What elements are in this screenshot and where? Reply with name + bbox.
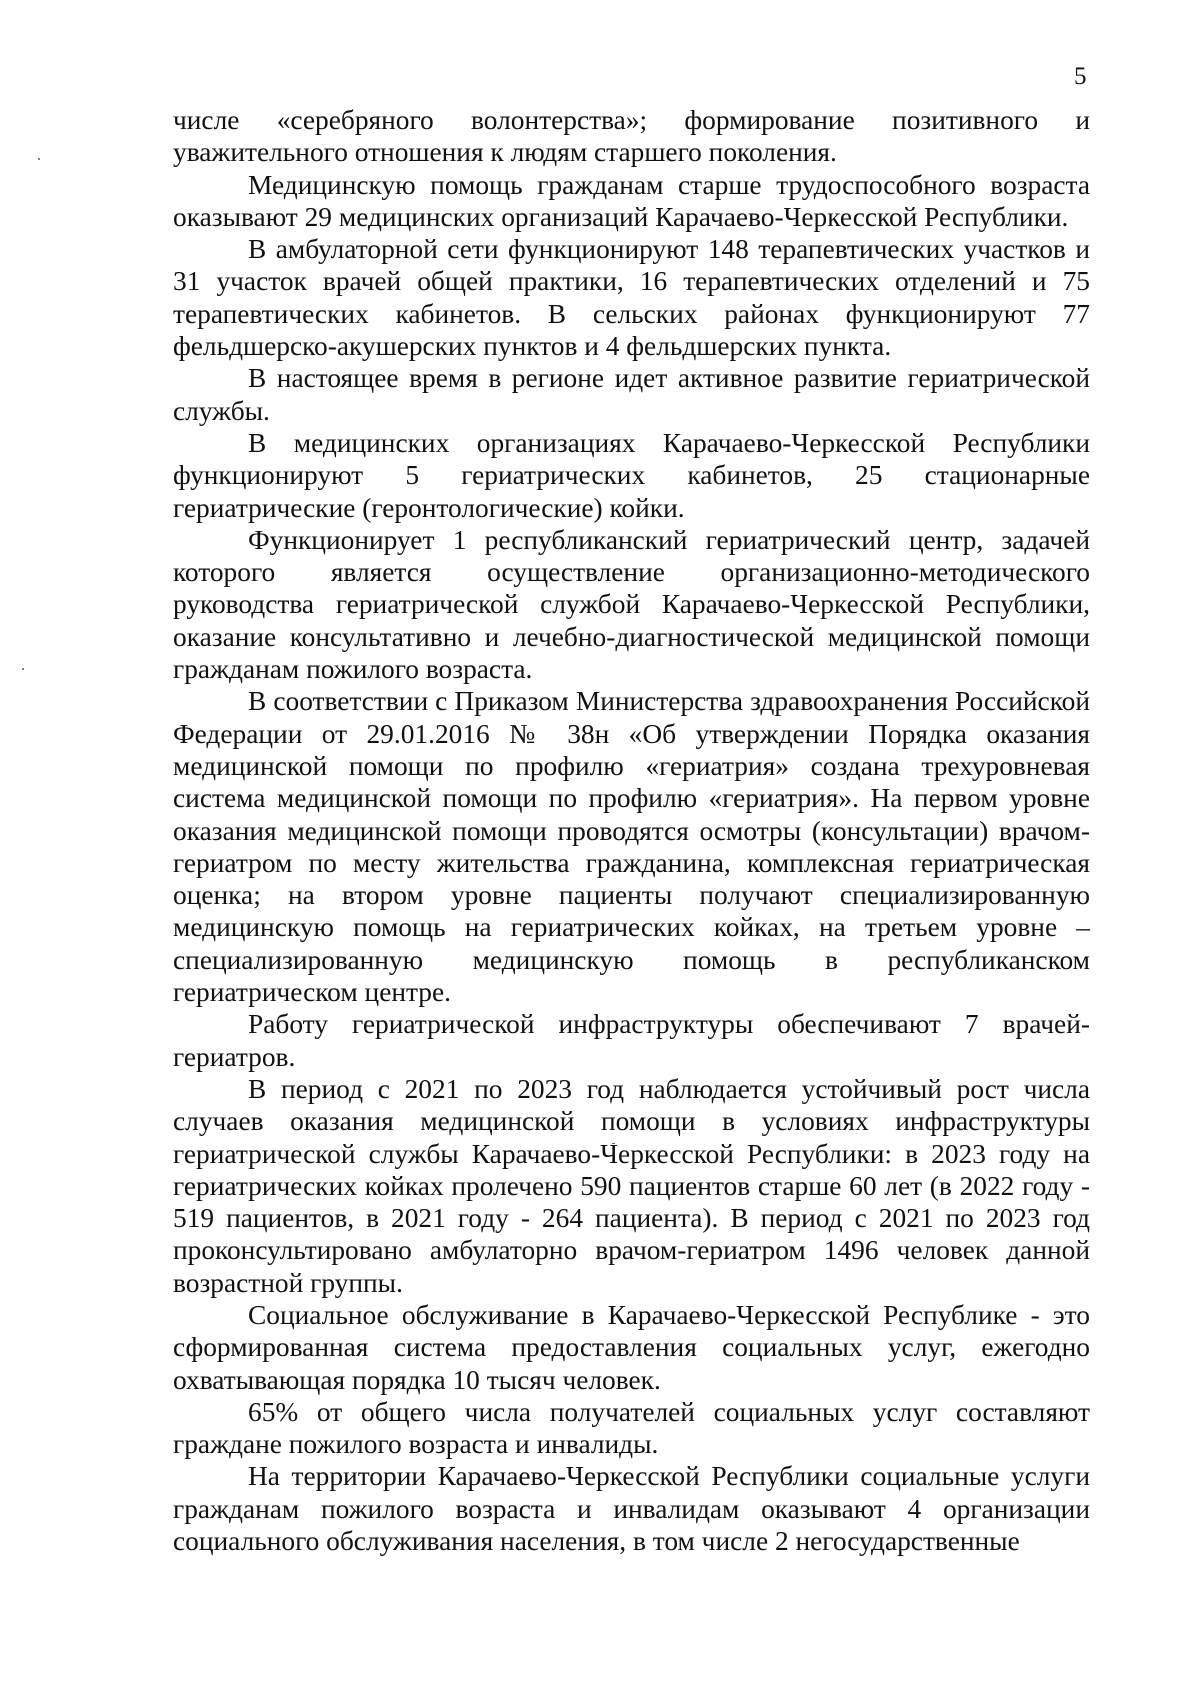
paragraph-outpatient-network: В амбулаторной сети функционируют 148 терапевтических участков и 31 участок врачей общей практики, 16 терапевтических отделений и 75 терапевтических кабинетов. В сельских районах функционируют 77 фельдшерско-акушерских пунктов и 4 фельдшерских пункта. — [173, 234, 1090, 362]
paragraph-growth-statistics: В период с 2021 по 2023 год наблюдается устойчивый рост числа случаев оказания медицинской помощи в условиях инфраструктуры гериатрической службы Карачаево-Черкесской Республики: в 2023 году на гериатрических койках пролечено 590 пациентов старше 60 лет (в 2022 году - 519 пациентов, в 2021 году - 264 пациента). В период с 2021 по 2023 год проконсультировано амбулаторно врачом-гериатром 1496 человек данной возрастной группы. — [173, 1073, 1090, 1298]
paragraph-geriatric-development: В настоящее время в регионе идет активное развитие гериатрической службы. — [173, 363, 1090, 426]
paragraph-continuation: числе «серебряного волонтерства»; формирование позитивного и уважительного отношения к людям старшего поколения. — [173, 105, 1090, 168]
document-body — [173, 104, 1090, 1557]
paragraph-geriatric-center: Функционирует 1 республиканский гериатрический центр, задачей которого является осуществление организационно-методического руководства гериатрической службой Карачаево-Черкесской Республики, оказание консультативно и лечебно-диагностической медицинской помощи гражданам пожилого возраста. — [173, 524, 1090, 685]
paragraph-three-level-system: В соответствии с Приказом Министерства здравоохранения Российской Федерации от 29.01.2016 № 38н «Об утверждении Порядка оказания медицинской помощи по профилю «гериатрия» создана трехуровневая система медицинской помощи по профилю «гериатрия». На первом уровне оказания медицинской помощи проводятся осмотры (консультации) врачом-гериатром по месту жительства гражданина, комплексная гериатрическая оценка; на втором уровне пациенты получают специализированную медицинскую помощь на гериатрических койках, на третьем уровне – специализированную медицинскую помощь в республиканском гериатрическом центре. — [173, 686, 1090, 1008]
page-number: 5 — [1074, 63, 1087, 90]
paragraph-social-services: Социальное обслуживание в Карачаево-Черкесской Республике - это сформированная система предоставления социальных услуг, ежегодно охватывающая порядка 10 тысяч человек. — [173, 1299, 1090, 1395]
paragraph-geriatric-cabinets: В медицинских организациях Карачаево-Черкесской Республики функционируют 5 гериатрических кабинетов, 25 стационарные гериатрические (геронтологические) койки. — [173, 427, 1090, 523]
scan-speck — [22, 668, 24, 670]
paragraph-medical-organizations: Медицинскую помощь гражданам старше трудоспособного возраста оказывают 29 медицинских организаций Карачаево-Черкесской Республики. — [173, 169, 1090, 232]
scan-speck — [38, 158, 40, 160]
paragraph-recipients-share: 65% от общего числа получателей социальных услуг составляют граждане пожилого возраста и инвалиды. — [173, 1396, 1090, 1460]
paragraph-service-organizations: На территории Карачаево-Черкесской Республики социальные услуги гражданам пожилого возраста и инвалидам оказывают 4 организации социального обслуживания населения, в том числе 2 негосударственные — [173, 1461, 1090, 1557]
paragraph-geriatric-doctors: Работу гериатрической инфраструктуры обеспечивают 7 врачей-гериатров. — [173, 1009, 1090, 1072]
